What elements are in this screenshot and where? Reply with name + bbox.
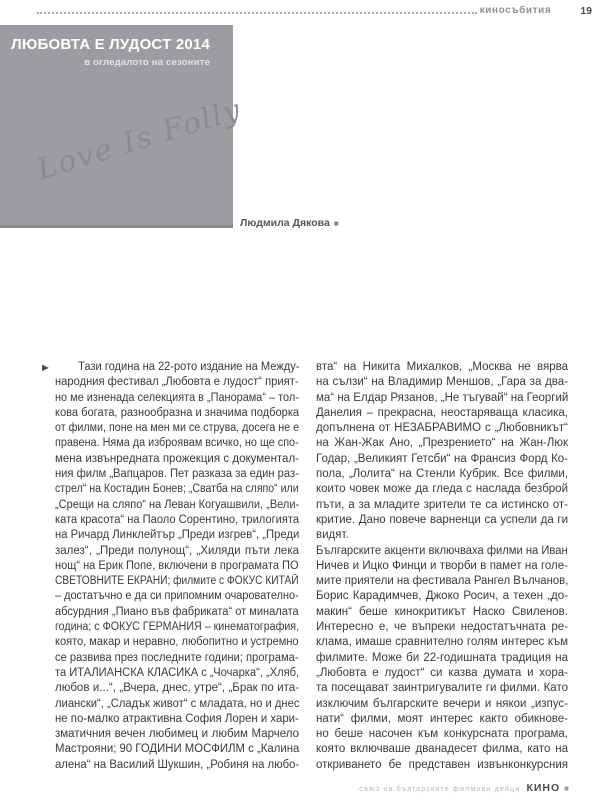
text-line: но беше насочен към конкурсната програма, xyxy=(316,728,568,741)
publisher-label: съюз на българските филмови дейци xyxy=(359,786,521,793)
text-line: Годар, „Великият Гетсби“ на Франсиз Форд Ко- xyxy=(316,452,568,465)
text-line: вта“ на Никита Михалков, „Москва не вярва xyxy=(316,361,568,373)
text-line: Борис Карадимчев, Джоко Росич, а техен „до- xyxy=(316,590,568,603)
text-line: видят. xyxy=(316,529,349,542)
text-line: критие. Дано повече варненци са успели да ги xyxy=(316,513,568,526)
text-line: правена. Няма да изброявам всичко, но ще спо- xyxy=(55,437,299,450)
article-body xyxy=(55,360,568,773)
text-line: – достатъчно е да си припомним очарователно- xyxy=(55,590,299,603)
page-header xyxy=(37,3,592,17)
text-line: любов и...“, „Вчера, днес, утре“, „Брак по ита- xyxy=(55,682,299,695)
section-label: киносъбития xyxy=(479,5,552,16)
article-subtitle: в огледалото на сезоните xyxy=(84,57,210,68)
text-line: нати“ филми, моят интерес както обикнове- xyxy=(316,712,568,725)
text-line: филмите. Може би 22-годишната традиция на xyxy=(316,651,568,664)
text-line: алена“ на Василий Шукшин, „Робиня на любо- xyxy=(55,758,300,771)
paragraph-marker-icon: ► xyxy=(40,362,51,374)
text-line: Българските акценти включваха филми на Иван xyxy=(316,544,568,557)
text-line: които човек може да гледа с наслада безброй xyxy=(316,483,568,496)
text-line: не по-малко атрактивна София Лорен и хари- xyxy=(55,712,299,725)
text-line: залез“, „Преди полунощ“, „Хиляди пъти лека xyxy=(55,544,299,557)
author-name: Людмила Дякова xyxy=(240,217,330,229)
text-line: пъти, а за младите зрители те са истинско от- xyxy=(316,498,568,511)
text-line: ката красота“ на Паоло Сорентино, трилогията xyxy=(55,513,300,526)
right-column xyxy=(316,360,568,773)
title-box xyxy=(0,25,246,228)
text-line: откриването бе представен извънконкурсния xyxy=(316,758,568,771)
title-block xyxy=(0,25,233,68)
text-line: стрел“ на Костадин Бонев; „Сватба на сляпо“ или xyxy=(55,483,299,496)
text-line: кова богата, разнообразна и значима подборка xyxy=(55,406,300,419)
text-line: година; с ФОКУС ГЕРМАНИЯ – кинематография, xyxy=(55,621,300,634)
text-line: та посещават заинтригувалите ги филми. Като xyxy=(316,682,568,695)
left-column xyxy=(55,360,299,773)
text-line: на Ричард Линклейтър „Преди изгрев“, „Преди xyxy=(55,529,300,542)
text-line: мите приятели на фестивала Рангел Вълчанов, xyxy=(316,575,569,588)
text-line: ма“ на Елдар Рязанов, „Не тъгувай“ на Георгий xyxy=(316,391,569,404)
text-line: която, макар и неравно, любопитно и устремно xyxy=(55,636,299,649)
text-line: зматичния вечен любимец и любим Марчело xyxy=(55,728,299,741)
text-line: „Срещи на сляпо“ на Леван Когуашвили, „Вели- xyxy=(55,498,300,511)
text-line: „Любовта е лудост“ си казва думата и хора- xyxy=(316,666,568,679)
page-footer xyxy=(359,782,569,794)
text-line: Ничев и Ицко Финци и творби в памет на голе- xyxy=(316,559,568,572)
article-title: ЛЮБОВТА Е ЛУДОСТ 2014 xyxy=(11,36,210,53)
text-line: Мастрояни; 90 ГОДИНИ МОСФИЛМ с „Калина xyxy=(55,743,300,756)
text-line: мена извънредната прожекция с документал- xyxy=(55,452,299,465)
text-line: Тази година на 22-рото издание на Между- xyxy=(78,361,300,373)
text-line: допълнена от НЕЗАБРАВИМО с „Любовникът“ xyxy=(316,422,568,435)
text-line: Интересно е, че въпреки недостатъчната ре- xyxy=(316,621,568,634)
text-line: на сълзи“ на Владимир Меншов, „Гара за два- xyxy=(316,376,568,389)
text-line: нощ“ на Ерик Попе, включени в програмата ПО xyxy=(55,559,299,572)
square-icon: ■ xyxy=(333,219,339,228)
square-icon: ■ xyxy=(564,784,569,793)
text-line: пола, „Лолита“ на Стенли Кубрик. Все филми, xyxy=(316,468,568,481)
text-line: която включваше дванадесет филма, като на xyxy=(316,743,568,756)
text-line: СВЕТОВНИТЕ ЕКРАНИ; филмите с ФОКУС КИТАЙ xyxy=(55,575,299,588)
magazine-label: КИНО xyxy=(526,782,561,794)
text-line: народния фестивал „Любовта е лудост“ прият- xyxy=(55,376,299,389)
text-line: от филми, поне на мен ми се струва, досега не е xyxy=(55,422,300,435)
text-line: ния филм „Вапцаров. Пет разказа за един раз- xyxy=(55,468,299,481)
text-line: абсурдния „Пиано във фабриката“ от миналата xyxy=(55,605,299,618)
dotted-leader xyxy=(37,12,477,14)
author-byline xyxy=(240,217,339,229)
text-line: макин“ беше кинокритикът Наско Свиленов. xyxy=(316,605,568,618)
page-number: 19 xyxy=(580,5,592,17)
text-line: клама, имаше сравнително голям интерес към xyxy=(316,636,568,649)
text-line: на Жан-Жак Ано, „Презрението“ на Жан-Люк xyxy=(316,437,568,450)
text-line: та ИТАЛИАНСКА КЛАСИКА с „Чочарка“, „Хляб, xyxy=(55,666,300,679)
text-line: но ме изненада селекцията в „Панорама“ – тол- xyxy=(55,391,299,404)
text-line: се развива през последните години; програма- xyxy=(55,651,299,664)
festival-script-logo: Love Is Folly xyxy=(33,91,246,187)
text-line: Данелия – прекрасна, неостаряваща класика, xyxy=(316,406,568,419)
text-line: изключим българските вечери и някои „изпус- xyxy=(316,697,568,710)
text-line: лиански“, „Сладък живот“ с младата, но и днес xyxy=(55,697,300,710)
